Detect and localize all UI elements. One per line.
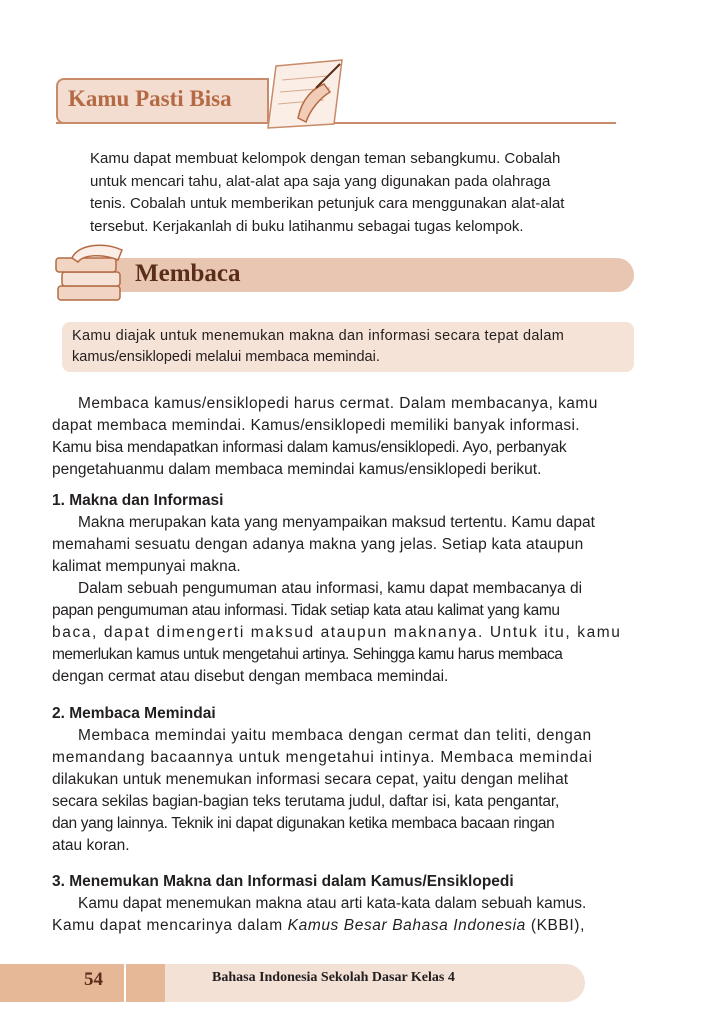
text-line: dapat membaca memindai. Kamus/ensiklopedi memiliki banyak informasi. bbox=[52, 417, 580, 434]
text-line: memahami sesuatu dengan adanya makna yang jelas. Setiap kata ataupun bbox=[52, 536, 584, 553]
text-line: pengetahuanmu dalam membaca memindai kamus/ensiklopedi berikut. bbox=[52, 461, 542, 478]
text-span: (KBBI), bbox=[530, 917, 585, 934]
text-line: Membaca kamus/ensiklopedi harus cermat. Dalam membacanya, kamu bbox=[78, 395, 598, 412]
text-line: dan yang lainnya. Teknik ini dapat digunakan ketika membaca bacaan ringan bbox=[52, 815, 555, 832]
text-line: Kamu dapat menemukan makna atau arti kata-kata dalam sebuah kamus. bbox=[78, 895, 587, 912]
text-line: Makna merupakan kata yang menyampaikan maksud tertentu. Kamu dapat bbox=[78, 514, 595, 531]
text-line: papan pengumuman atau informasi. Tidak setiap kata atau kalimat yang kamu bbox=[52, 602, 560, 619]
text-line: atau koran. bbox=[52, 837, 130, 854]
section-heading: 2. Membaca Memindai bbox=[52, 705, 216, 722]
page-number: 54 bbox=[84, 969, 103, 990]
text-span: Kamu dapat mencarinya dalam bbox=[52, 917, 283, 934]
footer-divider bbox=[124, 964, 126, 1002]
writing-hand-icon bbox=[258, 58, 348, 130]
text-line: dengan cermat atau disebut dengan membaca memindai. bbox=[52, 668, 449, 685]
intro-paragraph bbox=[52, 393, 634, 481]
text-line: tersebut. Kerjakanlah di buku latihanmu sebagai tugas kelompok. bbox=[90, 217, 524, 235]
section-makna-informasi bbox=[52, 490, 634, 688]
books-icon bbox=[52, 240, 142, 306]
text-line: Membaca memindai yaitu membaca dengan cermat dan teliti, dengan bbox=[78, 727, 592, 744]
objective-text bbox=[72, 326, 624, 368]
text-line: tenis. Cobalah untuk memberikan petunjuk cara menggunakan alat-alat bbox=[90, 195, 565, 212]
text-line: secara sekilas bagian-bagian teks terutama judul, daftar isi, kata pengantar, bbox=[52, 793, 560, 810]
section-kamus-ensiklopedi bbox=[52, 871, 634, 937]
section-membaca-memindai bbox=[52, 703, 634, 857]
kamu-pasti-bisa-title: Kamu Pasti Bisa bbox=[68, 86, 232, 111]
text-line: Dalam sebuah pengumuman atau informasi, kamu dapat membacanya di bbox=[78, 580, 583, 597]
text-line: baca, dapat dimengerti maksud ataupun maknanya. Untuk itu, kamu bbox=[52, 624, 622, 641]
text-line: Kamu dapat membuat kelompok dengan teman sebangkumu. Cobalah bbox=[90, 150, 561, 167]
footer-page-box bbox=[0, 964, 165, 1002]
text-line: kamus/ensiklopedi melalui membaca memindai. bbox=[72, 349, 380, 365]
text-line: memerlukan kamus untuk mengetahui artinya. Sehingga kamu harus membaca bbox=[52, 646, 563, 663]
kbbi-title: Kamus Besar Bahasa Indonesia bbox=[287, 917, 526, 934]
book-title: Bahasa Indonesia Sekolah Dasar Kelas 4 bbox=[212, 970, 455, 985]
text-line: memandang bacaannya untuk mengetahui intinya. Membaca memindai bbox=[52, 749, 593, 766]
kamu-pasti-bisa-text bbox=[90, 148, 616, 238]
section-heading: 1. Makna dan Informasi bbox=[52, 492, 224, 509]
section-heading: 3. Menemukan Makna dan Informasi dalam Kamus/Ensiklopedi bbox=[52, 873, 514, 890]
text-line: kalimat mempunyai makna. bbox=[52, 558, 241, 575]
text-line: Kamu diajak untuk menemukan makna dan informasi secara tepat dalam bbox=[72, 328, 565, 344]
text-line: Kamu bisa mendapatkan informasi dalam kamus/ensiklopedi. Ayo, perbanyak bbox=[52, 439, 567, 456]
text-line: dilakukan untuk menemukan informasi secara cepat, yaitu dengan melihat bbox=[52, 771, 569, 788]
text-line bbox=[52, 915, 634, 937]
text-line: untuk mencari tahu, alat-alat apa saja yang digunakan pada olahraga bbox=[90, 172, 551, 190]
membaca-title: Membaca bbox=[135, 260, 241, 287]
